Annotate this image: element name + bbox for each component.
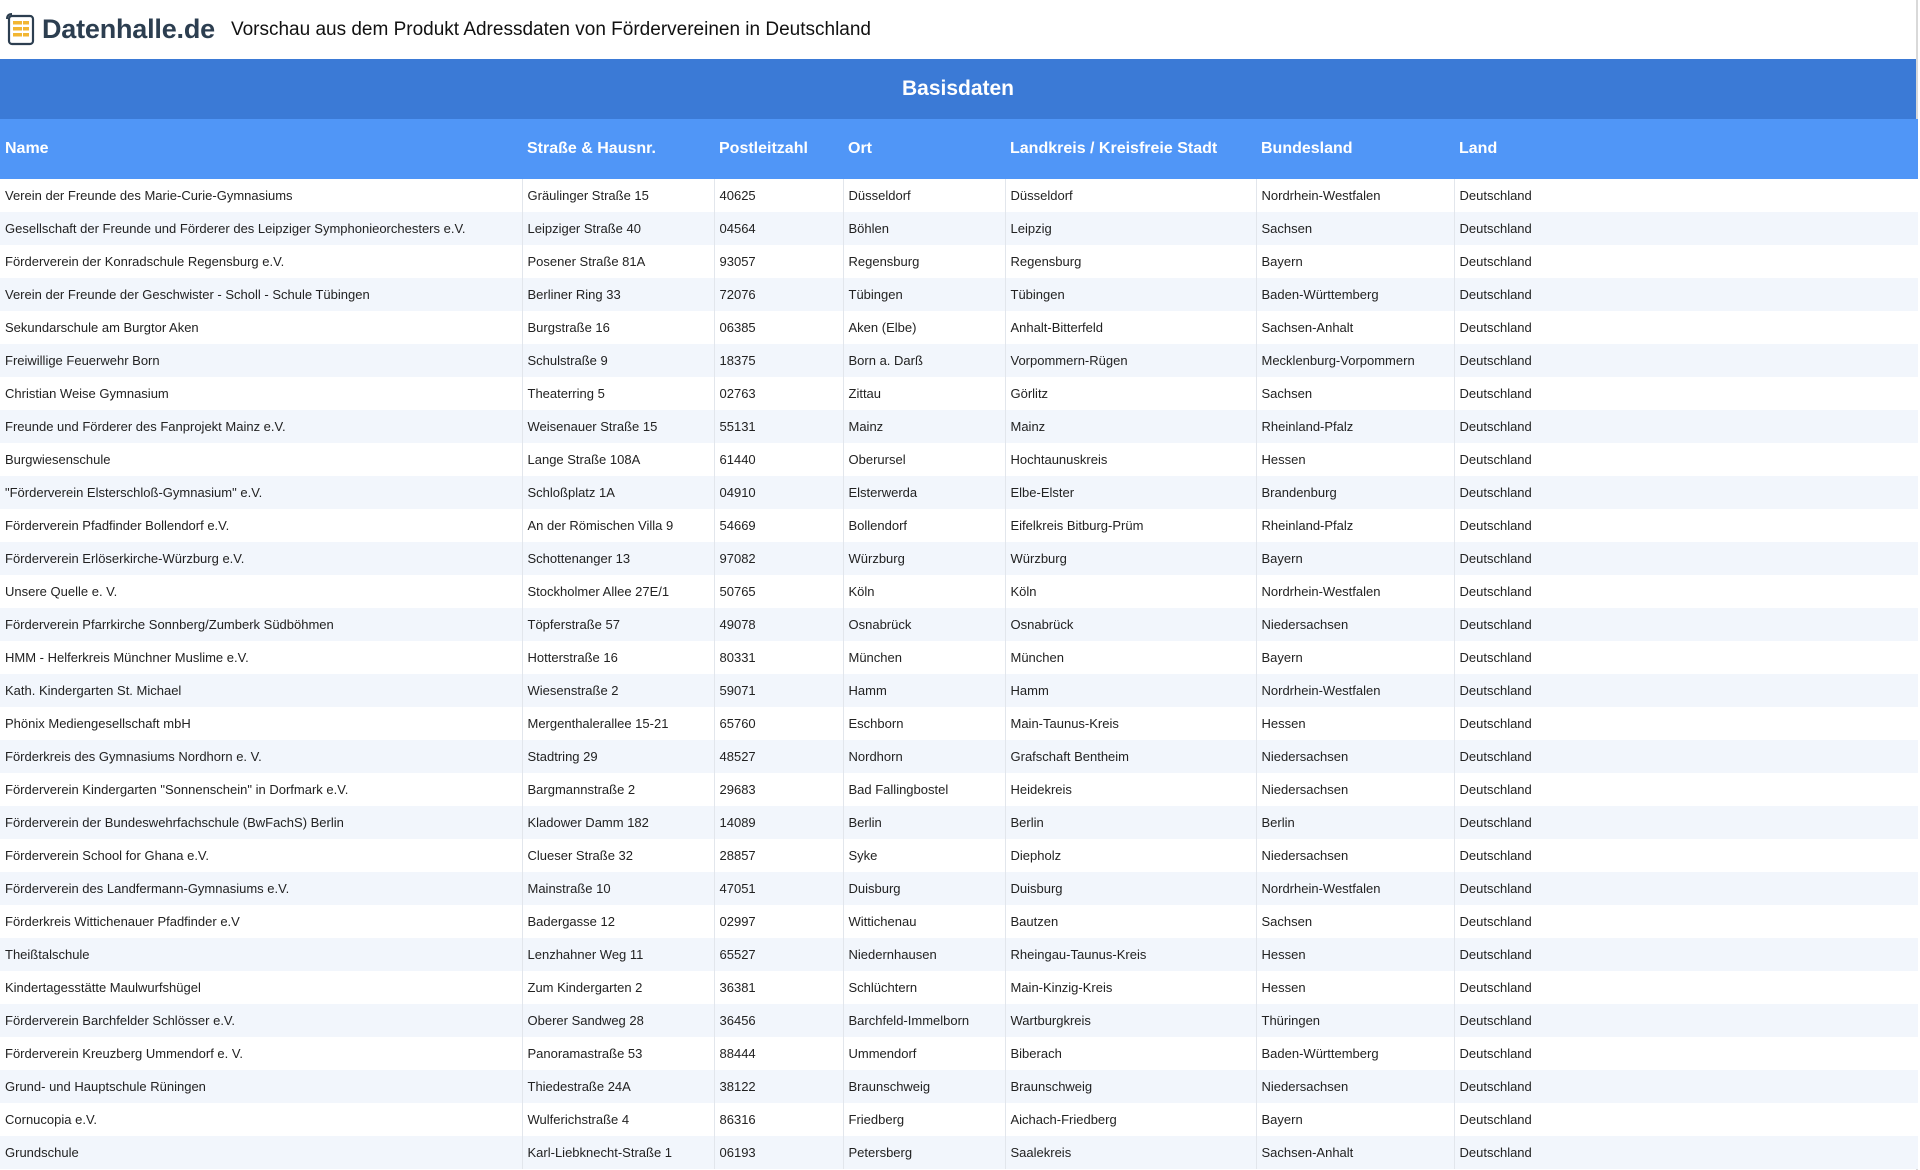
table-row (0, 806, 1918, 839)
table-cell: Hessen (1256, 443, 1454, 476)
table-row (0, 707, 1918, 740)
table-cell: Deutschland (1454, 1136, 1918, 1169)
table-cell: Weisenauer Straße 15 (522, 410, 714, 443)
table-cell: Main-Kinzig-Kreis (1005, 971, 1256, 1004)
table-cell: Sekundarschule am Burgtor Aken (0, 311, 522, 344)
table-cell: Regensburg (843, 245, 1005, 278)
table-cell: Hessen (1256, 938, 1454, 971)
table-cell: 18375 (714, 344, 843, 377)
table-cell: 28857 (714, 839, 843, 872)
table-cell: Deutschland (1454, 938, 1918, 971)
table-cell: Niedersachsen (1256, 1070, 1454, 1103)
logo-text: Datenhalle.de (42, 14, 215, 44)
table-cell: Deutschland (1454, 575, 1918, 608)
table-cell: Duisburg (843, 872, 1005, 905)
table-cell: 06385 (714, 311, 843, 344)
table-cell: Ummendorf (843, 1037, 1005, 1070)
table-cell: Friedberg (843, 1103, 1005, 1136)
table-cell: Gräulinger Straße 15 (522, 179, 714, 212)
table-cell: Baden-Württemberg (1256, 278, 1454, 311)
table-cell: Kath. Kindergarten St. Michael (0, 674, 522, 707)
table-cell: Bautzen (1005, 905, 1256, 938)
table-cell: Sachsen (1256, 377, 1454, 410)
table-cell: Sachsen (1256, 905, 1454, 938)
table-cell: Lenzhahner Weg 11 (522, 938, 714, 971)
table-cell: Förderverein Erlöserkirche-Würzburg e.V. (0, 542, 522, 575)
table-cell: Barchfeld-Immelborn (843, 1004, 1005, 1037)
table-cell: Wiesenstraße 2 (522, 674, 714, 707)
table-cell: Förderverein der Konradschule Regensburg e.V. (0, 245, 522, 278)
table-cell: Kladower Damm 182 (522, 806, 714, 839)
table-cell: 04910 (714, 476, 843, 509)
table-cell: Schloßplatz 1A (522, 476, 714, 509)
table-cell: Unsere Quelle e. V. (0, 575, 522, 608)
table-cell: Deutschland (1454, 773, 1918, 806)
table-cell: Eschborn (843, 707, 1005, 740)
table-cell: Görlitz (1005, 377, 1256, 410)
table-cell: Thiedestraße 24A (522, 1070, 714, 1103)
table-cell: Grund- und Hauptschule Rüningen (0, 1070, 522, 1103)
table-row (0, 608, 1918, 641)
table-cell: Sachsen (1256, 212, 1454, 245)
table-cell: Förderkreis des Gymnasiums Nordhorn e. V. (0, 740, 522, 773)
table-cell: Biberach (1005, 1037, 1256, 1070)
table-cell: Freunde und Förderer des Fanprojekt Mainz e.V. (0, 410, 522, 443)
table-cell: 65527 (714, 938, 843, 971)
table-cell: Leipzig (1005, 212, 1256, 245)
table-cell: Förderkreis Wittichenauer Pfadfinder e.V (0, 905, 522, 938)
table-cell: Förderverein des Landfermann-Gymnasiums e.V. (0, 872, 522, 905)
table-cell: Bayern (1256, 1103, 1454, 1136)
table-cell: Verein der Freunde des Marie-Curie-Gymnasiums (0, 179, 522, 212)
table-cell: 47051 (714, 872, 843, 905)
table-cell: Hamm (843, 674, 1005, 707)
table-cell: Phönix Mediengesellschaft mbH (0, 707, 522, 740)
table-row (0, 311, 1918, 344)
table-cell: Saalekreis (1005, 1136, 1256, 1169)
table-cell: Deutschland (1454, 212, 1918, 245)
table-cell: Stadtring 29 (522, 740, 714, 773)
column-header[interactable]: Postleitzahl (714, 119, 843, 179)
table-cell: Deutschland (1454, 245, 1918, 278)
table-cell: Zum Kindergarten 2 (522, 971, 714, 1004)
table-cell: 29683 (714, 773, 843, 806)
table-cell: Nordrhein-Westfalen (1256, 674, 1454, 707)
table-cell: Köln (1005, 575, 1256, 608)
table-cell: Burgstraße 16 (522, 311, 714, 344)
table-cell: Berlin (1256, 806, 1454, 839)
table-cell: Tübingen (843, 278, 1005, 311)
table-row (0, 1037, 1918, 1070)
table-cell: Main-Taunus-Kreis (1005, 707, 1256, 740)
table-row (0, 872, 1918, 905)
table-cell: Niedersachsen (1256, 773, 1454, 806)
table-cell: 38122 (714, 1070, 843, 1103)
table-cell: 54669 (714, 509, 843, 542)
table-cell: 80331 (714, 641, 843, 674)
table-cell: Deutschland (1454, 344, 1918, 377)
table-cell: Nordrhein-Westfalen (1256, 575, 1454, 608)
column-header[interactable]: Straße & Hausnr. (522, 119, 714, 179)
table-cell: Heidekreis (1005, 773, 1256, 806)
table-cell: Grundschule (0, 1136, 522, 1169)
table-cell: Panoramastraße 53 (522, 1037, 714, 1070)
column-header[interactable]: Landkreis / Kreisfreie Stadt (1005, 119, 1256, 179)
table-cell: 61440 (714, 443, 843, 476)
table-cell: 40625 (714, 179, 843, 212)
table-cell: München (843, 641, 1005, 674)
logo[interactable] (6, 13, 215, 47)
table-cell: Baden-Württemberg (1256, 1037, 1454, 1070)
table-cell: Duisburg (1005, 872, 1256, 905)
table-cell: Nordhorn (843, 740, 1005, 773)
table-cell: Elbe-Elster (1005, 476, 1256, 509)
table-cell: Karl-Liebknecht-Straße 1 (522, 1136, 714, 1169)
table-cell: Deutschland (1454, 1037, 1918, 1070)
table-cell: Deutschland (1454, 1070, 1918, 1103)
table-cell: 49078 (714, 608, 843, 641)
table-cell: Töpferstraße 57 (522, 608, 714, 641)
table-cell: HMM - Helferkreis Münchner Muslime e.V. (0, 641, 522, 674)
table-row (0, 971, 1918, 1004)
table-cell: Niedersachsen (1256, 839, 1454, 872)
table-row (0, 278, 1918, 311)
table-cell: Berlin (843, 806, 1005, 839)
table-cell: Bayern (1256, 641, 1454, 674)
table-row (0, 674, 1918, 707)
table-cell: Deutschland (1454, 377, 1918, 410)
table-cell: Mergenthalerallee 15-21 (522, 707, 714, 740)
table-cell: Gesellschaft der Freunde und Förderer des Leipziger Symphonieorchesters e.V. (0, 212, 522, 245)
table-cell: An der Römischen Villa 9 (522, 509, 714, 542)
table-cell: Bad Fallingbostel (843, 773, 1005, 806)
table-cell: Hamm (1005, 674, 1256, 707)
table-row (0, 509, 1918, 542)
table-cell: Christian Weise Gymnasium (0, 377, 522, 410)
table-cell: Burgwiesenschule (0, 443, 522, 476)
table-cell: Deutschland (1454, 542, 1918, 575)
table-cell: 36381 (714, 971, 843, 1004)
table-cell: Düsseldorf (1005, 179, 1256, 212)
table-cell: Deutschland (1454, 1004, 1918, 1037)
table-row (0, 575, 1918, 608)
column-header[interactable]: Land (1454, 119, 1918, 179)
table-cell: Thüringen (1256, 1004, 1454, 1037)
table-cell: Schottenanger 13 (522, 542, 714, 575)
table-row (0, 938, 1918, 971)
table-cell: Braunschweig (843, 1070, 1005, 1103)
page-header (0, 0, 1916, 59)
table-cell: Deutschland (1454, 707, 1918, 740)
table-cell: Berlin (1005, 806, 1256, 839)
table-cell: Mecklenburg-Vorpommern (1256, 344, 1454, 377)
database-logo-icon (6, 13, 38, 47)
table-row (0, 641, 1918, 674)
table-cell: Anhalt-Bitterfeld (1005, 311, 1256, 344)
table-row (0, 443, 1918, 476)
column-header[interactable]: Ort (843, 119, 1005, 179)
table-cell: Stockholmer Allee 27E/1 (522, 575, 714, 608)
table-cell: Deutschland (1454, 278, 1918, 311)
table-cell: 02763 (714, 377, 843, 410)
table-cell: 50765 (714, 575, 843, 608)
table-row (0, 773, 1918, 806)
table-cell: Lange Straße 108A (522, 443, 714, 476)
table-cell: Deutschland (1454, 674, 1918, 707)
table-cell: Bargmannstraße 2 (522, 773, 714, 806)
table-cell: München (1005, 641, 1256, 674)
table-cell: Wittichenau (843, 905, 1005, 938)
table-cell: Brandenburg (1256, 476, 1454, 509)
table-cell: Born a. Darß (843, 344, 1005, 377)
table-cell: Berliner Ring 33 (522, 278, 714, 311)
table-cell: Deutschland (1454, 641, 1918, 674)
table-row (0, 245, 1918, 278)
table-cell: Mainz (1005, 410, 1256, 443)
table-cell: Wulferichstraße 4 (522, 1103, 714, 1136)
table-cell: Mainz (843, 410, 1005, 443)
data-table (0, 119, 1918, 1169)
table-cell: 48527 (714, 740, 843, 773)
table-row (0, 1070, 1918, 1103)
table-cell: Deutschland (1454, 410, 1918, 443)
table-cell: Theaterring 5 (522, 377, 714, 410)
table-cell: Freiwillige Feuerwehr Born (0, 344, 522, 377)
table-row (0, 839, 1918, 872)
table-cell: Niedersachsen (1256, 740, 1454, 773)
table-cell: Hessen (1256, 707, 1454, 740)
table-cell: Nordrhein-Westfalen (1256, 872, 1454, 905)
table-row (0, 740, 1918, 773)
table-cell: Cornucopia e.V. (0, 1103, 522, 1136)
table-row (0, 542, 1918, 575)
table-cell: Petersberg (843, 1136, 1005, 1169)
table-cell: Bayern (1256, 542, 1454, 575)
table-cell: Köln (843, 575, 1005, 608)
table-cell: Förderverein Pfarrkirche Sonnberg/Zumberk Südböhmen (0, 608, 522, 641)
table-row (0, 377, 1918, 410)
table-cell: Verein der Freunde der Geschwister - Scholl - Schule Tübingen (0, 278, 522, 311)
table-cell: 72076 (714, 278, 843, 311)
table-cell: Deutschland (1454, 872, 1918, 905)
table-cell: Deutschland (1454, 905, 1918, 938)
table-row (0, 344, 1918, 377)
table-cell: Deutschland (1454, 1103, 1918, 1136)
table-cell: Hochtaunuskreis (1005, 443, 1256, 476)
table-cell: Deutschland (1454, 179, 1918, 212)
table-cell: Elsterwerda (843, 476, 1005, 509)
table-header-row (0, 119, 1918, 179)
column-header[interactable]: Name (0, 119, 522, 179)
table-cell: Bayern (1256, 245, 1454, 278)
table-cell: 04564 (714, 212, 843, 245)
table-cell: 93057 (714, 245, 843, 278)
table-row (0, 212, 1918, 245)
table-cell: Sachsen-Anhalt (1256, 1136, 1454, 1169)
table-cell: Düsseldorf (843, 179, 1005, 212)
table-cell: 06193 (714, 1136, 843, 1169)
table-cell: Tübingen (1005, 278, 1256, 311)
table-cell: Förderverein Kindergarten "Sonnenschein" in Dorfmark e.V. (0, 773, 522, 806)
table-cell: Mainstraße 10 (522, 872, 714, 905)
table-cell: Rheinland-Pfalz (1256, 509, 1454, 542)
table-cell: 59071 (714, 674, 843, 707)
table-cell: Förderverein Barchfelder Schlösser e.V. (0, 1004, 522, 1037)
table-cell: Niedersachsen (1256, 608, 1454, 641)
table-cell: Würzburg (1005, 542, 1256, 575)
table-cell: Rheingau-Taunus-Kreis (1005, 938, 1256, 971)
table-cell: Braunschweig (1005, 1070, 1256, 1103)
column-header[interactable]: Bundesland (1256, 119, 1454, 179)
table-row (0, 476, 1918, 509)
section-banner: Basisdaten (0, 59, 1916, 119)
table-cell: 88444 (714, 1037, 843, 1070)
table-cell: Förderverein Kreuzberg Ummendorf e. V. (0, 1037, 522, 1070)
table-cell: Osnabrück (1005, 608, 1256, 641)
table-cell: Aken (Elbe) (843, 311, 1005, 344)
table-cell: Grafschaft Bentheim (1005, 740, 1256, 773)
table-cell: Oberursel (843, 443, 1005, 476)
page-title: Vorschau aus dem Produkt Adressdaten von Fördervereinen in Deutschland (230, 18, 871, 40)
table-row (0, 1004, 1918, 1037)
table-cell: Theißtalschule (0, 938, 522, 971)
table-cell: Zittau (843, 377, 1005, 410)
table-cell: Förderverein Pfadfinder Bollendorf e.V. (0, 509, 522, 542)
table-cell: Wartburgkreis (1005, 1004, 1256, 1037)
table-cell: 36456 (714, 1004, 843, 1037)
table-row (0, 1136, 1918, 1169)
table-cell: 55131 (714, 410, 843, 443)
table-cell: Förderverein School for Ghana e.V. (0, 839, 522, 872)
table-cell: 14089 (714, 806, 843, 839)
table-cell: Deutschland (1454, 971, 1918, 1004)
table-cell: Kindertagesstätte Maulwurfshügel (0, 971, 522, 1004)
table-cell: Niedernhausen (843, 938, 1005, 971)
table-cell: Eifelkreis Bitburg-Prüm (1005, 509, 1256, 542)
table-cell: Deutschland (1454, 806, 1918, 839)
table-cell: Badergasse 12 (522, 905, 714, 938)
table-cell: Förderverein der Bundeswehrfachschule (BwFachS) Berlin (0, 806, 522, 839)
table-cell: Bollendorf (843, 509, 1005, 542)
table-cell: Osnabrück (843, 608, 1005, 641)
table-cell: Deutschland (1454, 839, 1918, 872)
table-cell: Deutschland (1454, 740, 1918, 773)
table-cell: Vorpommern-Rügen (1005, 344, 1256, 377)
table-cell: Deutschland (1454, 509, 1918, 542)
table-cell: "Förderverein Elsterschloß-Gymnasium" e.V. (0, 476, 522, 509)
table-cell: Schulstraße 9 (522, 344, 714, 377)
table-cell: Hessen (1256, 971, 1454, 1004)
table-cell: 65760 (714, 707, 843, 740)
table-cell: Oberer Sandweg 28 (522, 1004, 714, 1037)
table-cell: Deutschland (1454, 311, 1918, 344)
table-cell: Deutschland (1454, 443, 1918, 476)
table-cell: Syke (843, 839, 1005, 872)
table-cell: Deutschland (1454, 608, 1918, 641)
table-cell: 97082 (714, 542, 843, 575)
table-row (0, 410, 1918, 443)
table-cell: Sachsen-Anhalt (1256, 311, 1454, 344)
table-row (0, 1103, 1918, 1136)
table-cell: Posener Straße 81A (522, 245, 714, 278)
table-cell: Hotterstraße 16 (522, 641, 714, 674)
table-cell: Böhlen (843, 212, 1005, 245)
table-cell: Aichach-Friedberg (1005, 1103, 1256, 1136)
table-cell: Clueser Straße 32 (522, 839, 714, 872)
table-cell: Diepholz (1005, 839, 1256, 872)
table-cell: Würzburg (843, 542, 1005, 575)
table-cell: 86316 (714, 1103, 843, 1136)
table-cell: Deutschland (1454, 476, 1918, 509)
table-cell: Rheinland-Pfalz (1256, 410, 1454, 443)
table-cell: Leipziger Straße 40 (522, 212, 714, 245)
table-cell: Nordrhein-Westfalen (1256, 179, 1454, 212)
table-row (0, 179, 1918, 212)
table-row (0, 905, 1918, 938)
table-cell: 02997 (714, 905, 843, 938)
table-cell: Regensburg (1005, 245, 1256, 278)
table-cell: Schlüchtern (843, 971, 1005, 1004)
